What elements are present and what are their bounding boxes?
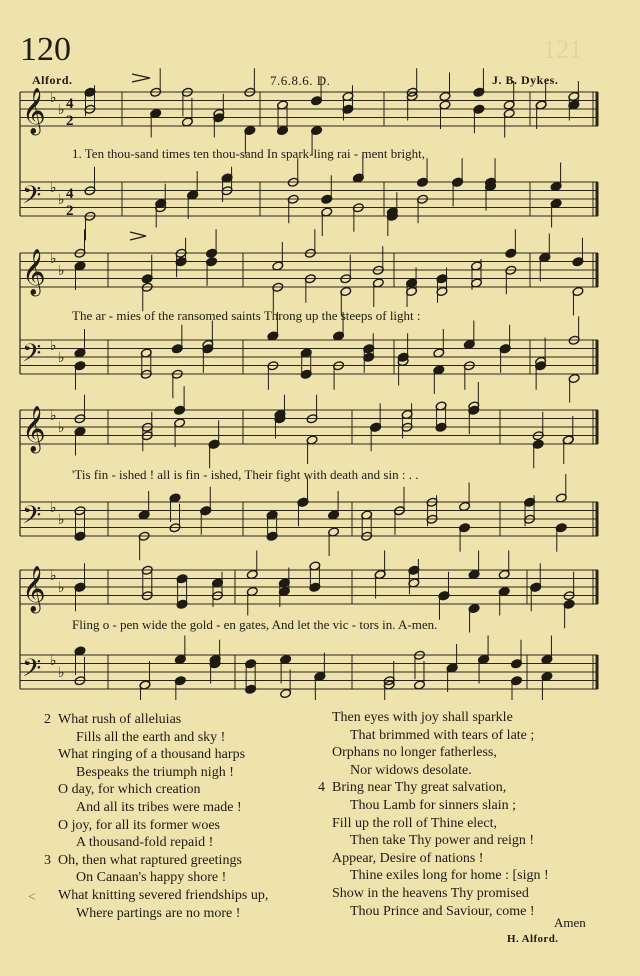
author: H. Alford. <box>507 933 559 945</box>
verses-left-column <box>44 711 269 922</box>
verse-line <box>58 905 268 923</box>
flat-icon: ♭ <box>58 193 65 208</box>
verse-line <box>58 746 268 764</box>
verse-line <box>332 762 549 780</box>
verse-text: Then eyes with joy shall sparkle <box>332 710 513 725</box>
flat-icon: ♭ <box>58 351 65 366</box>
lyric-line: 1. Ten thou-sand times ten thou-sand In spark-ling rai - ment bright, <box>72 146 426 161</box>
hymn-number: 120 <box>20 31 71 68</box>
verse-text: What knitting severed friendships up, <box>58 887 269 903</box>
time-signature: 2 <box>66 203 74 219</box>
verse-text: What ringing of a thousand harps <box>58 747 246 763</box>
verse-number: 4 <box>318 780 325 796</box>
bass-clef-icon: 𝄢 <box>22 339 42 374</box>
flat-icon: ♭ <box>50 339 57 354</box>
flat-icon: ♭ <box>50 91 57 106</box>
verse-line <box>58 764 268 782</box>
flat-icon: ♭ <box>58 103 65 118</box>
verse-text: Fills all the earth and sky ! <box>76 729 226 745</box>
verse-line <box>44 852 268 870</box>
verse-text: O day, for which creation <box>58 782 201 798</box>
flat-icon: ♭ <box>50 252 57 267</box>
verse-text: Thou Lamb for sinners slain ; <box>350 797 517 813</box>
verse-line <box>332 867 549 885</box>
bass-clef-icon: 𝄢 <box>22 501 42 536</box>
verse-line <box>58 834 268 852</box>
treble-clef-icon: 𝄞 <box>22 406 46 452</box>
verse-line <box>332 903 549 921</box>
flat-icon: ♭ <box>50 409 57 424</box>
verse-line <box>332 727 549 745</box>
verse-line <box>58 799 268 817</box>
lyric-line: 'Tis fin - ished ! all is fin - ished, Their fight with death and sin : . . <box>72 467 419 482</box>
verse-text: Where partings are no more ! <box>76 905 241 921</box>
time-signature: 4 <box>66 186 74 202</box>
verse-text: What rush of alleluias <box>58 712 182 727</box>
verse-text: Appear, Desire of nations ! <box>332 850 484 866</box>
verse-text: Oh, then what raptured greetings <box>58 852 242 868</box>
verse-text: On Canaan's happy shore ! <box>76 870 227 886</box>
tune-name: Alford. <box>32 73 73 87</box>
flat-icon: ♭ <box>50 181 57 196</box>
meter: 7.6.8.6. D. <box>270 73 331 88</box>
verse-text: That brimmed with tears of late ; <box>350 727 535 743</box>
treble-clef-icon: 𝄞 <box>22 88 46 134</box>
verse-line <box>44 711 268 729</box>
flat-icon: ♭ <box>50 569 57 584</box>
verse-line <box>332 709 549 727</box>
flat-icon: ♭ <box>58 581 65 596</box>
verse-line <box>58 781 268 799</box>
lyric-line: Fling o - pen wide the gold - en gates, And let the vic - tors in. A-men. <box>72 617 438 632</box>
flat-icon: ♭ <box>58 513 65 528</box>
verse-text: Thou Prince and Saviour, come ! <box>350 903 535 919</box>
verses-right-column <box>318 709 549 920</box>
treble-clef-icon: 𝄞 <box>22 566 46 612</box>
verse-line <box>318 779 549 797</box>
verse-text: Fill up the roll of Thine elect, <box>332 815 497 831</box>
verse-text: O joy, for all its former woes <box>58 817 220 833</box>
verse-text: Thine exiles long for home : [sign ! <box>350 868 549 884</box>
verse-line <box>58 869 268 887</box>
verse-line <box>332 797 549 815</box>
verse-line <box>332 850 549 868</box>
treble-clef-icon: 𝄞 <box>22 249 46 295</box>
accent-icon <box>132 74 150 82</box>
verse-text: Show in the heavens Thy promised <box>332 885 529 901</box>
verse-text: Nor widows desolate. <box>350 762 472 778</box>
bass-clef-icon: 𝄢 <box>22 181 42 216</box>
verse-text: Bring near Thy great salvation, <box>332 780 507 796</box>
verse-line <box>58 817 268 835</box>
verse-text: A thousand-fold repaid ! <box>76 835 214 851</box>
time-signature: 2 <box>66 113 74 129</box>
verse-text: Bespeaks the triumph nigh ! <box>76 764 234 780</box>
verse-text: And all its tribes were made ! <box>76 799 242 815</box>
time-signature: 4 <box>66 96 74 112</box>
flat-icon: ♭ <box>50 501 57 516</box>
bleed-through-number: 121 <box>543 35 582 64</box>
flat-icon: ♭ <box>58 421 65 436</box>
amen-text: Amen <box>554 915 586 930</box>
margin-mark: < <box>28 890 36 905</box>
verse-line <box>332 815 549 833</box>
flat-icon: ♭ <box>58 666 65 681</box>
flat-icon: ♭ <box>58 264 65 279</box>
verse-line <box>332 885 549 903</box>
verse-text: Orphans no longer fatherless, <box>332 745 497 761</box>
verse-line <box>58 729 268 747</box>
accent-icon <box>130 232 146 240</box>
flat-icon: ♭ <box>50 654 57 669</box>
verse-number: 3 <box>44 852 51 868</box>
verse-line <box>332 744 549 762</box>
verse-text: Then take Thy power and reign ! <box>350 833 535 849</box>
verse-number: 2 <box>44 712 51 727</box>
bass-clef-icon: 𝄢 <box>22 654 42 689</box>
verse-line <box>332 832 549 850</box>
composer: J. B. Dykes. <box>492 73 559 87</box>
lyric-line: The ar - mies of the ransomed saints Throng up the steeps of light : <box>72 308 421 323</box>
verse-line <box>58 887 268 905</box>
